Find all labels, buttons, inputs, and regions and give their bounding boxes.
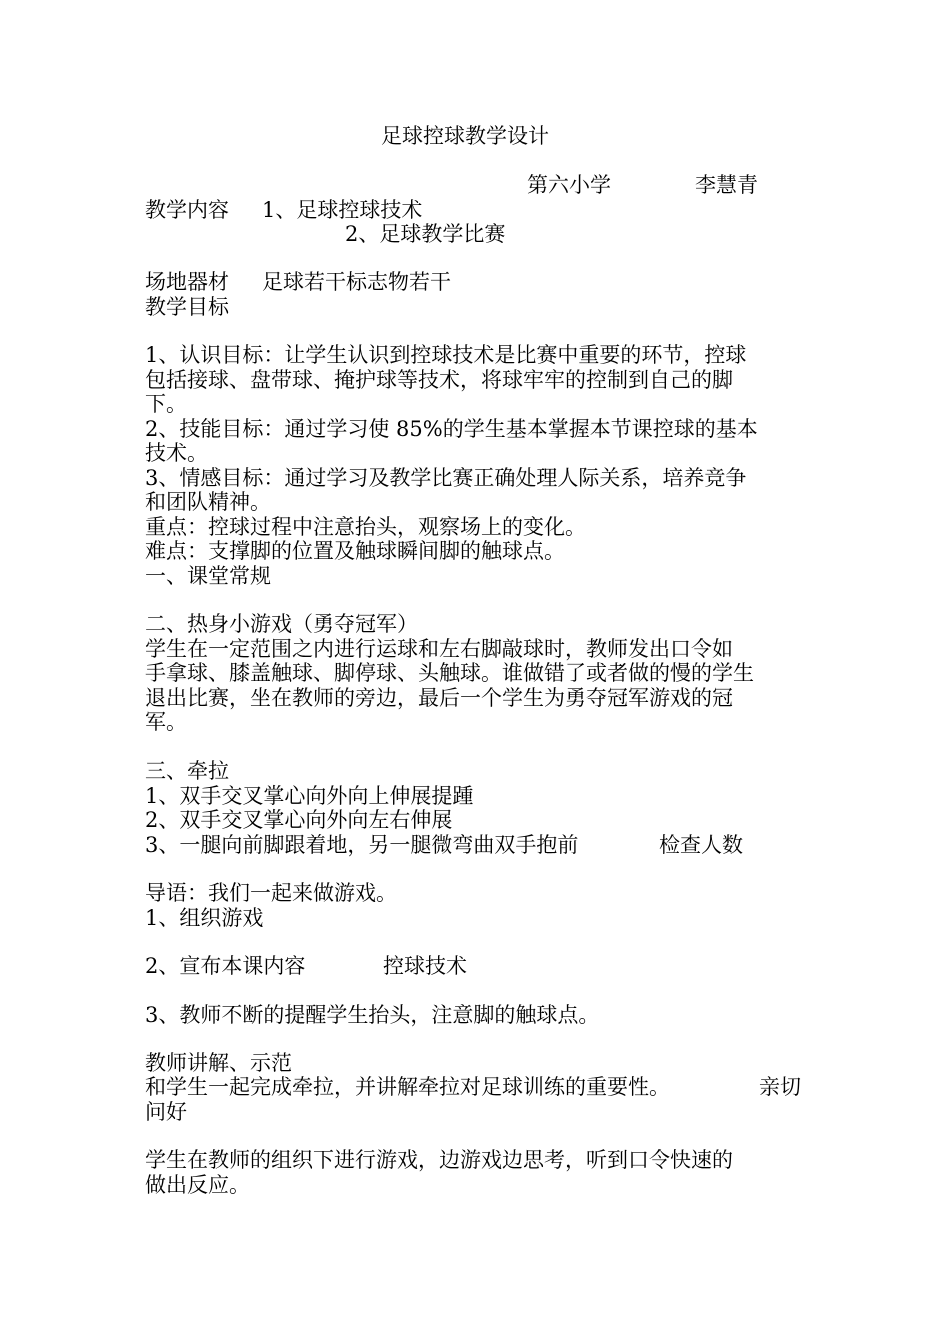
intro-line: 3、教师不断的提醒学生抬头，注意脚的触球点。 <box>145 1003 600 1027</box>
document-title: 足球控球教学设计 <box>381 124 549 148</box>
warmup-line: 军。 <box>145 710 187 734</box>
intro-line: 2、宣布本课内容 <box>145 954 306 978</box>
practice-line: 做出反应。 <box>145 1173 250 1197</box>
demo-line: 和学生一起完成牵拉，并讲解牵拉对足球训练的重要性。 <box>145 1075 670 1099</box>
stretch-line: 1、双手交叉掌心向外向上伸展提踵 <box>145 784 474 808</box>
warmup-line: 退出比赛，坐在教师的旁边，最后一个学生为勇夺冠军游戏的冠 <box>145 686 733 710</box>
equipment-label: 场地器材 <box>145 270 229 294</box>
school-name: 第六小学 <box>527 173 611 197</box>
practice-line: 学生在教师的组织下进行游戏，边游戏边思考，听到口令快速的 <box>145 1148 733 1172</box>
author-name: 李慧青 <box>695 173 758 197</box>
section-heading: 二、热身小游戏（勇夺冠军） <box>145 612 418 636</box>
key-point: 重点：控球过程中注意抬头，观察场上的变化。 <box>145 515 586 539</box>
equipment-value: 足球若干标志物若干 <box>262 270 451 294</box>
objective-line: 1、认识目标：让学生认识到控球技术是比赛中重要的环节，控球 <box>145 343 747 367</box>
content-label: 教学内容 <box>145 198 229 222</box>
difficulty: 难点：支撑脚的位置及触球瞬间脚的触球点。 <box>145 539 565 563</box>
objective-line: 技术。 <box>145 441 208 465</box>
demo-line: 问好 <box>145 1100 187 1124</box>
content-item-1: 1、足球控球技术 <box>262 198 423 222</box>
objective-line: 和团队精神。 <box>145 490 271 514</box>
objectives-label: 教学目标 <box>145 295 229 319</box>
objective-line: 包括接球、盘带球、掩护球等技术，将球牢牢的控制到自己的脚 <box>145 368 733 392</box>
section-heading: 三、牵拉 <box>145 759 229 783</box>
warmup-line: 学生在一定范围之内进行运球和左右脚敲球时，教师发出口令如 <box>145 637 733 661</box>
objective-line: 下。 <box>145 392 187 416</box>
intro-note: 控球技术 <box>383 954 467 978</box>
section-heading: 一、课堂常规 <box>145 564 271 588</box>
warmup-line: 手拿球、膝盖触球、脚停球、头触球。谁做错了或者做的慢的学生 <box>145 661 754 685</box>
demo-line: 教师讲解、示范 <box>145 1051 292 1075</box>
objective-line: 2、技能目标：通过学习使 85%的学生基本掌握本节课控球的基本 <box>145 417 758 441</box>
intro-line: 1、组织游戏 <box>145 906 264 930</box>
stretch-line: 3、一腿向前脚跟着地，另一腿微弯曲双手抱前 <box>145 833 579 857</box>
intro-line: 导语：我们一起来做游戏。 <box>145 881 397 905</box>
objective-line: 3、情感目标：通过学习及教学比赛正确处理人际关系，培养竞争 <box>145 466 747 490</box>
content-item-2: 2、足球教学比赛 <box>345 222 506 246</box>
stretch-note: 检查人数 <box>659 833 743 857</box>
demo-note: 亲切 <box>759 1075 801 1099</box>
stretch-line: 2、双手交叉掌心向外向左右伸展 <box>145 808 453 832</box>
